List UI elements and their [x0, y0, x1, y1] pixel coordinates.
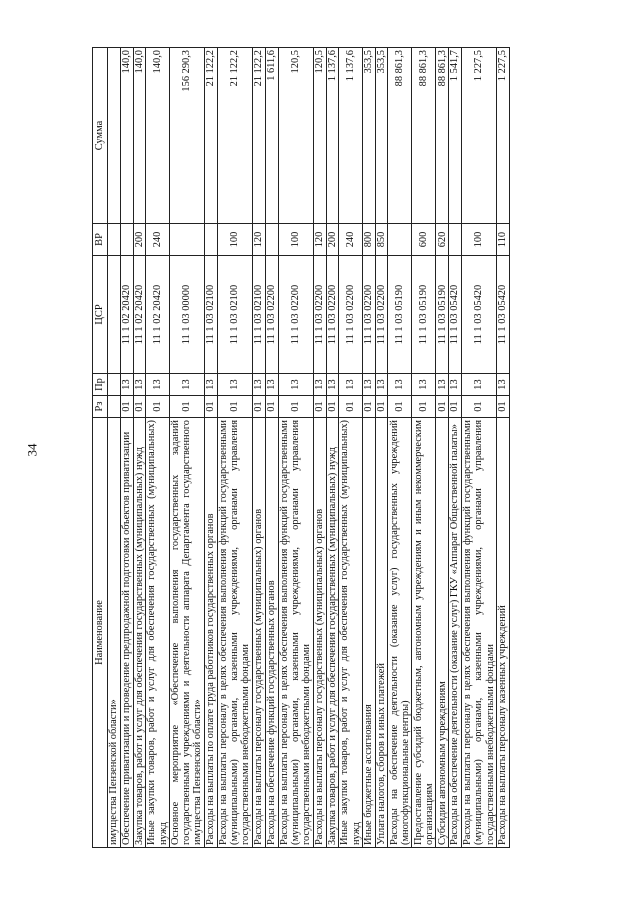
row-name: Расходы на обеспечение деятельности (оказание услуг) государственных учреждений (многофункциональные центры) — [388, 418, 412, 848]
table-row — [497, 48, 510, 848]
row-sum: 140,0 — [146, 48, 169, 224]
row-pr: 13 — [436, 374, 449, 396]
row-pr: 13 — [133, 374, 146, 396]
table-row — [436, 48, 449, 848]
row-csr: 11 1 03 00000 — [169, 256, 204, 374]
row-rz: 01 — [278, 396, 313, 418]
table-row — [265, 48, 278, 848]
row-csr: 11 1 03 02200 — [278, 256, 313, 374]
row-csr: 11 1 03 02100 — [217, 256, 252, 374]
row-name: Расходы на обеспечение деятельности (оказание услуг) ГКУ «Аппарат Общественной палаты» — [449, 418, 462, 848]
row-pr: 13 — [388, 374, 412, 396]
header-pr: Пр — [93, 374, 108, 396]
row-name: Основное мероприятие «Обеспечение выполнения государственных заданий государственными учреждениями и деятельности аппарата Департамента государственного имущества Пензенской области» — [169, 418, 204, 848]
row-csr: 11 1 02 20420 — [146, 256, 169, 374]
table-row — [339, 48, 362, 848]
header-sum: Сумма — [93, 48, 108, 224]
row-pr: 13 — [146, 374, 169, 396]
row-vr: 240 — [339, 224, 362, 256]
row-pr: 13 — [217, 374, 252, 396]
row-vr — [449, 224, 462, 256]
row-csr: 11 1 03 05190 — [436, 256, 449, 374]
row-csr: 11 1 03 05420 — [449, 256, 462, 374]
row-vr: 850 — [375, 224, 388, 256]
row-pr: 13 — [497, 374, 510, 396]
row-rz: 01 — [252, 396, 265, 418]
row-vr: 120 — [313, 224, 326, 256]
table-row — [108, 48, 121, 848]
table-row — [449, 48, 462, 848]
row-vr — [204, 224, 217, 256]
row-csr: 11 1 03 05420 — [497, 256, 510, 374]
row-sum: 1 541,7 — [449, 48, 462, 224]
row-rz: 01 — [388, 396, 412, 418]
table-row — [204, 48, 217, 848]
row-name: Расходы на выплаты по оплате труда работников государственных органов — [204, 418, 217, 848]
row-csr: 11 1 03 02200 — [362, 256, 375, 374]
row-pr: 13 — [375, 374, 388, 396]
row-vr — [265, 224, 278, 256]
table-row — [313, 48, 326, 848]
row-vr — [120, 224, 133, 256]
row-csr: 11 1 03 02100 — [252, 256, 265, 374]
row-name: Иные закупки товаров, работ и услуг для обеспечения государственных (муниципальных) нужд — [339, 418, 362, 848]
row-csr: 11 1 02 20420 — [120, 256, 133, 374]
row-rz: 01 — [169, 396, 204, 418]
row-vr: 200 — [133, 224, 146, 256]
row-vr: 110 — [497, 224, 510, 256]
row-rz: 01 — [217, 396, 252, 418]
row-sum: 1 137,6 — [326, 48, 339, 224]
row-sum: 21 122,2 — [217, 48, 252, 224]
budget-table — [92, 47, 510, 848]
row-pr: 13 — [278, 374, 313, 396]
row-sum: 21 122,2 — [252, 48, 265, 224]
row-sum: 353,5 — [362, 48, 375, 224]
row-name: Расходы на выплаты персоналу в целях обеспечения выполнения функций государственными (муниципальными) органами, казенными учреждениями, органами управления государственными внебюджетными фондами — [461, 418, 496, 848]
row-csr — [108, 256, 121, 374]
table-row — [133, 48, 146, 848]
row-pr: 13 — [169, 374, 204, 396]
row-csr: 11 1 03 02200 — [375, 256, 388, 374]
row-sum: 88 861,3 — [388, 48, 412, 224]
page-number: 34 — [24, 443, 40, 457]
row-rz: 01 — [133, 396, 146, 418]
table-row — [252, 48, 265, 848]
table-row — [169, 48, 204, 848]
row-pr: 13 — [120, 374, 133, 396]
row-name: Расходы на выплаты персоналу в целях обеспечения выполнения функций государственными (муниципальными) органами, казенными учреждениями, органами управления государственными внебюджетными фондами — [217, 418, 252, 848]
row-vr — [169, 224, 204, 256]
row-rz: 01 — [120, 396, 133, 418]
row-sum: 140,0 — [120, 48, 133, 224]
table-header-row — [93, 48, 108, 848]
row-vr: 100 — [278, 224, 313, 256]
row-sum: 1 611,6 — [265, 48, 278, 224]
row-rz: 01 — [436, 396, 449, 418]
row-vr: 200 — [326, 224, 339, 256]
row-rz: 01 — [326, 396, 339, 418]
row-csr: 11 1 03 05190 — [388, 256, 412, 374]
row-csr: 11 1 03 02100 — [204, 256, 217, 374]
row-name: Субсидии автономным учреждениям — [436, 418, 449, 848]
row-vr: 800 — [362, 224, 375, 256]
table-row — [120, 48, 133, 848]
row-csr: 11 1 02 20420 — [133, 256, 146, 374]
table-row — [146, 48, 169, 848]
rotated-table-container — [92, 48, 600, 848]
header-csr: ЦСР — [93, 256, 108, 374]
row-name: Закупка товаров, работ и услуг для обеспечения государственных (муниципальных) нужд — [133, 418, 146, 848]
row-csr: 11 1 03 05190 — [412, 256, 436, 374]
row-vr — [388, 224, 412, 256]
row-name: Обеспечение приватизации и проведение предпродажной подготовки объектов приватизации — [120, 418, 133, 848]
row-name: Расходы на выплаты персоналу государственных (муниципальных) органов — [313, 418, 326, 848]
row-csr: 11 1 03 05420 — [461, 256, 496, 374]
header-name: Наименование — [93, 418, 108, 848]
row-pr: 13 — [461, 374, 496, 396]
row-name: Закупка товаров, работ и услуг для обеспечения государственных (муниципальных) нужд — [326, 418, 339, 848]
row-pr: 13 — [313, 374, 326, 396]
row-sum: 21 122,2 — [204, 48, 217, 224]
table-row — [278, 48, 313, 848]
row-vr: 240 — [146, 224, 169, 256]
header-rz: Рз — [93, 396, 108, 418]
row-sum: 88 861,3 — [412, 48, 436, 224]
row-vr: 100 — [461, 224, 496, 256]
row-sum: 1 227,5 — [461, 48, 496, 224]
row-csr: 11 1 03 02200 — [313, 256, 326, 374]
row-vr: 120 — [252, 224, 265, 256]
row-name: имущества Пензенской области» — [108, 418, 121, 848]
row-sum: 156 290,3 — [169, 48, 204, 224]
row-sum: 120,5 — [313, 48, 326, 224]
table-row — [461, 48, 496, 848]
row-rz: 01 — [412, 396, 436, 418]
row-sum: 1 227,5 — [497, 48, 510, 224]
row-vr: 620 — [436, 224, 449, 256]
table-row — [375, 48, 388, 848]
row-pr: 13 — [362, 374, 375, 396]
row-sum: 1 137,6 — [339, 48, 362, 224]
row-rz: 01 — [497, 396, 510, 418]
table-body — [108, 48, 510, 848]
row-name: Расходы на выплаты персоналу в целях обеспечения выполнения функций государственными (муниципальными) органами, казенными учреждениями, органами управления государственными внебюджетными фондами — [278, 418, 313, 848]
row-pr: 13 — [326, 374, 339, 396]
table-row — [326, 48, 339, 848]
table-row — [412, 48, 436, 848]
row-name: Предоставление субсидий бюджетным, автономным учреждениям и иным некоммерческим организациям — [412, 418, 436, 848]
row-pr: 13 — [265, 374, 278, 396]
row-sum: 120,5 — [278, 48, 313, 224]
row-name: Расходы на обеспечение функций государственных органов — [265, 418, 278, 848]
row-rz: 01 — [339, 396, 362, 418]
table-row — [217, 48, 252, 848]
row-csr: 11 1 03 02200 — [265, 256, 278, 374]
row-sum — [108, 48, 121, 224]
row-pr: 13 — [449, 374, 462, 396]
row-rz: 01 — [146, 396, 169, 418]
row-name: Иные бюджетные ассигнования — [362, 418, 375, 848]
row-rz: 01 — [265, 396, 278, 418]
row-pr: 13 — [412, 374, 436, 396]
row-rz — [108, 396, 121, 418]
row-rz: 01 — [449, 396, 462, 418]
row-vr: 100 — [217, 224, 252, 256]
row-rz: 01 — [461, 396, 496, 418]
header-vr: ВР — [93, 224, 108, 256]
row-pr — [108, 374, 121, 396]
row-rz: 01 — [375, 396, 388, 418]
row-rz: 01 — [204, 396, 217, 418]
row-csr: 11 1 03 02200 — [339, 256, 362, 374]
row-name: Расходы на выплаты персоналу государственных (муниципальных) органов — [252, 418, 265, 848]
row-rz: 01 — [362, 396, 375, 418]
row-vr: 600 — [412, 224, 436, 256]
table-row — [388, 48, 412, 848]
row-name: Расходы на выплаты персоналу казенных учреждений — [497, 418, 510, 848]
row-sum: 88 861,3 — [436, 48, 449, 224]
row-rz: 01 — [313, 396, 326, 418]
row-sum: 140,0 — [133, 48, 146, 224]
row-pr: 13 — [252, 374, 265, 396]
row-sum: 353,5 — [375, 48, 388, 224]
row-name: Иные закупки товаров, работ и услуг для обеспечения государственных (муниципальных) нужд — [146, 418, 169, 848]
row-vr — [108, 224, 121, 256]
row-name: Уплата налогов, сборов и иных платежей — [375, 418, 388, 848]
row-pr: 13 — [204, 374, 217, 396]
row-csr: 11 1 03 02200 — [326, 256, 339, 374]
table-row — [362, 48, 375, 848]
row-pr: 13 — [339, 374, 362, 396]
